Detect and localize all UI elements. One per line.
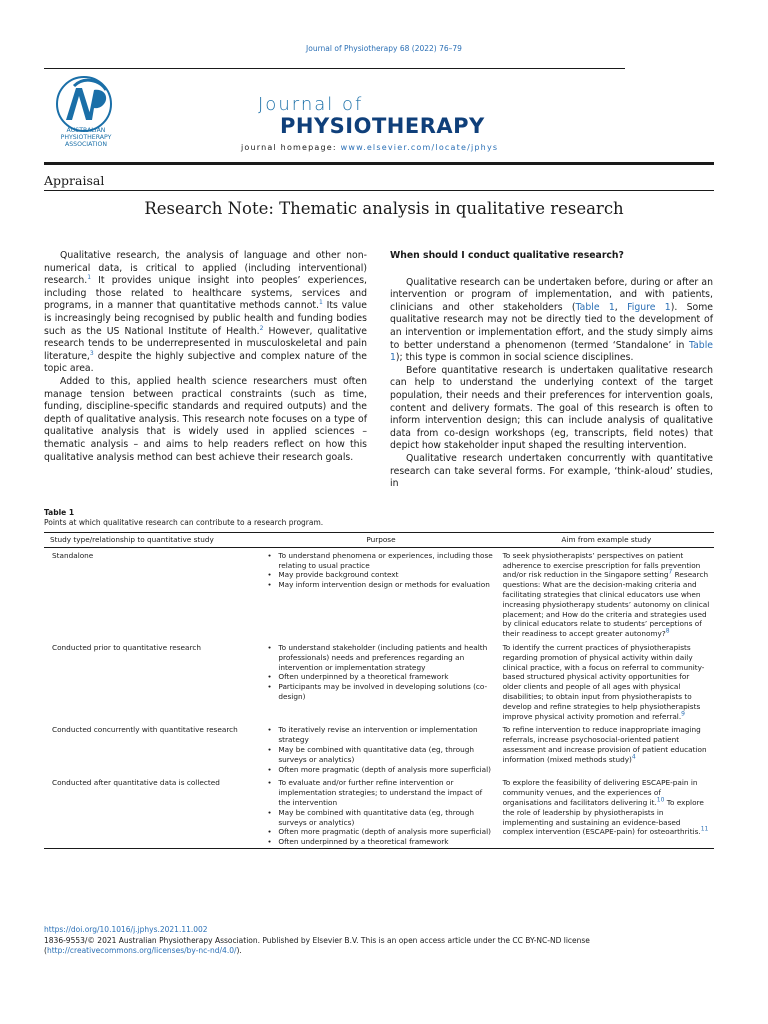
list-item: • May be combined with quantitative data (eg, through surveys or analytics) <box>267 745 494 765</box>
homepage-link[interactable]: www.elsevier.com/locate/jphys <box>340 143 499 152</box>
table-link[interactable]: Table 1 <box>575 301 615 313</box>
table-cell-aim: To identify the current practices of physiotherapists regarding promotion of physical activity within daily clinical practice, with a focus on referral to community-based structured physical activity opportunities for older clients and people of all ages with physical disabilities; to obtain input from physiotherapists to develop and refine strategies to help physiotherapists improve physical activity promotion and referral.$^9$ <box>502 642 705 721</box>
journal-title-small: Journal of <box>258 94 364 115</box>
table-1 <box>44 532 714 849</box>
table-caption-text: Points at which qualitative research can contribute to a research program. <box>44 518 324 527</box>
journal-title-large: PHYSIOTHERAPY <box>280 114 485 138</box>
list-item: • To iteratively revise an intervention or implementation strategy <box>267 725 494 745</box>
ref-link[interactable]: 9 <box>681 710 685 718</box>
table-header: Aim from example study <box>499 533 714 548</box>
running-head[interactable]: Journal of Physiotherapy 68 (2022) 76–79 <box>306 44 462 53</box>
ref-link[interactable]: 2 <box>259 324 264 332</box>
ref-link[interactable]: 7 <box>668 568 673 576</box>
table-row <box>44 722 714 775</box>
section-tag: Appraisal <box>44 173 105 188</box>
right-column <box>390 250 713 491</box>
paragraph: Qualitative research, the analysis of language and other non-numerical data, is critical to applied (including interventional) research.$^1$ It provides unique insight into peoples’ experiences, including those related to healthcare systems, services and programs, in a manner that quantitative methods cannot.$^1$ Its value is increasingly being recognised by public health and funding bodies such as the US National Institute of Health.$^2$ However, qualitative research tends to be underrepresented in musculoskeletal and pain literature,$^3$ despite the highly subjective and complex nature of the topic area. <box>44 250 367 375</box>
list-item: • May be combined with quantitative data (eg, through surveys or analytics) <box>267 808 494 828</box>
ref-link[interactable]: 10 <box>656 796 665 804</box>
list-item: • To understand stakeholder (including patients and health professionals) needs and preferences regarding an intervention or implementation strategy <box>267 643 494 672</box>
table-header: Purpose <box>263 533 498 548</box>
section-heading: When should I conduct qualitative research? <box>390 250 624 261</box>
figure-link[interactable]: Figure 1 <box>627 301 671 313</box>
top-rule <box>44 68 625 69</box>
table-row <box>44 640 714 722</box>
ref-link[interactable]: 1 <box>319 299 323 307</box>
ref-link[interactable]: 4 <box>631 753 636 761</box>
table-cell-aim: To explore the feasibility of delivering ESCAPE-pain in community venues, and the experiences of organisations and facilitators delivering it.$^{10}$ To explore the role of leadership by physiotherapists in implementing and sustaining an evidence-based complex intervention (ESCAPE-pain) for osteoarthritis.$^{11}$ <box>499 775 714 848</box>
table-row <box>44 547 714 640</box>
article-title: Research Note: Thematic analysis in qualitative research <box>144 199 624 218</box>
ref-link[interactable]: 8 <box>665 627 670 635</box>
list-item: • To understand phenomena or experiences, including those relating to usual practice <box>267 551 494 571</box>
table-link[interactable]: Table 1 <box>390 339 713 364</box>
list-item: • May inform intervention design or methods for evaluation <box>267 580 494 590</box>
table-cell-purpose <box>263 547 498 640</box>
journal-homepage: journal homepage: www.elsevier.com/locate/jphys <box>241 143 499 152</box>
table-row <box>44 775 714 848</box>
list-item: • Often underpinned by a theoretical framework <box>267 837 494 847</box>
left-column <box>44 250 367 464</box>
table-cell-type: Conducted concurrently with quantitative research <box>52 725 238 735</box>
table-caption <box>44 508 323 528</box>
list-item: • Often more pragmatic (depth of analysis more superficial) <box>267 827 494 837</box>
list-item: • Participants may be involved in developing solutions (co-design) <box>267 682 494 702</box>
table-cell-purpose <box>263 722 498 775</box>
paragraph: Before quantitative research is undertaken qualitative research can help to understand the underlying context of the target population, their needs and their preferences for intervention goals, content and delivery formats. The goal of this research is often to inform intervention design; this can include analysis of qualitative data from co-design workshops (eg, transcripts, field notes) that depict how stakeholder input shaped the resulting intervention. <box>390 364 713 452</box>
table-cell-aim: To refine intervention to reduce inappropriate imaging referrals, increase psychosocial-oriented patient assessment and increase provision of patient education information (mixed methods study)$^4$ <box>502 725 707 764</box>
table-header: Study type/relationship to quantitative study <box>44 533 263 548</box>
license-text: 1836-9553/© 2021 Australian Physiotherapy Association. Published by Elsevier B.V. This is an open access article under the CC BY-NC-ND license (http://creativecommons.org/licenses/by-nc-nd/4.0/). <box>44 935 590 955</box>
list-item: • Often underpinned by a theoretical framework <box>267 672 494 682</box>
logo-text: AUSTRALIAN PHYSIOTHERAPY ASSOCIATION <box>60 127 112 148</box>
ref-link[interactable]: 3 <box>89 349 94 357</box>
section-rule <box>44 190 714 191</box>
paragraph: Qualitative research undertaken concurrently with quantitative research can take several forms. For example, ‘think-aloud’ studies, in <box>390 452 713 490</box>
paragraph: Qualitative research can be undertaken before, during or after an intervention or program of implementation, and with patients, clinicians and other stakeholders (Table 1, Figure 1). Some qualitative research may not be directly tied to the development of an intervention or implementation effort, and the study simply aims to better understand a phenomenon (termed ‘Standalone’ in Table 1); this type is common in social science disciplines. <box>390 276 714 364</box>
table-cell-purpose <box>263 640 498 722</box>
paragraph: Added to this, applied health science researchers must often manage tension between practical constraints (such as time, funding, discipline-specific standards and required outputs) and the depth of qualitative analysis. This research note focuses on a type of qualitative analysis that is widely used in applied sciences – thematic analysis – and aims to help readers reflect on how this qualitative analysis method can best achieve their research goals. <box>44 375 367 463</box>
table-cell-type: Conducted prior to quantitative research <box>52 642 201 652</box>
license-link[interactable]: http://creativecommons.org/licenses/by-nc-nd/4.0/ <box>46 946 237 955</box>
header-rule <box>44 162 714 165</box>
list-item: • Often more pragmatic (depth of analysis more superficial) <box>267 765 494 775</box>
table-label: Table 1 <box>44 508 75 517</box>
table-cell-purpose <box>263 775 498 848</box>
ref-link[interactable]: 11 <box>700 825 709 833</box>
list-item: • May provide background context <box>267 570 494 580</box>
ref-link[interactable]: 1 <box>87 274 92 282</box>
table-cell-type: Conducted after quantitative data is collected <box>44 775 263 848</box>
doi-link[interactable]: https://doi.org/10.1016/j.jphys.2021.11.002 <box>44 925 208 934</box>
table-cell-type: Standalone <box>52 550 94 560</box>
list-item: • To evaluate and/or further refine intervention or implementation strategies; to understand the impact of the intervention <box>267 778 494 807</box>
table-cell-aim: To seek physiotherapists’ perspectives on patient adherence to exercise prescription for falls prevention and/or risk reduction in the Singapore setting$^7$ Research questions: What are the decision-making criteria and facilitating strategies that clinical educators use when increasing physiotherapy students’ autonomy on clinical placement; and How do the criteria and strategies used by clinical educators relate to students’ perceptions of their readiness to accept greater autonomy?$^8$ <box>502 550 710 639</box>
footer <box>44 925 714 957</box>
